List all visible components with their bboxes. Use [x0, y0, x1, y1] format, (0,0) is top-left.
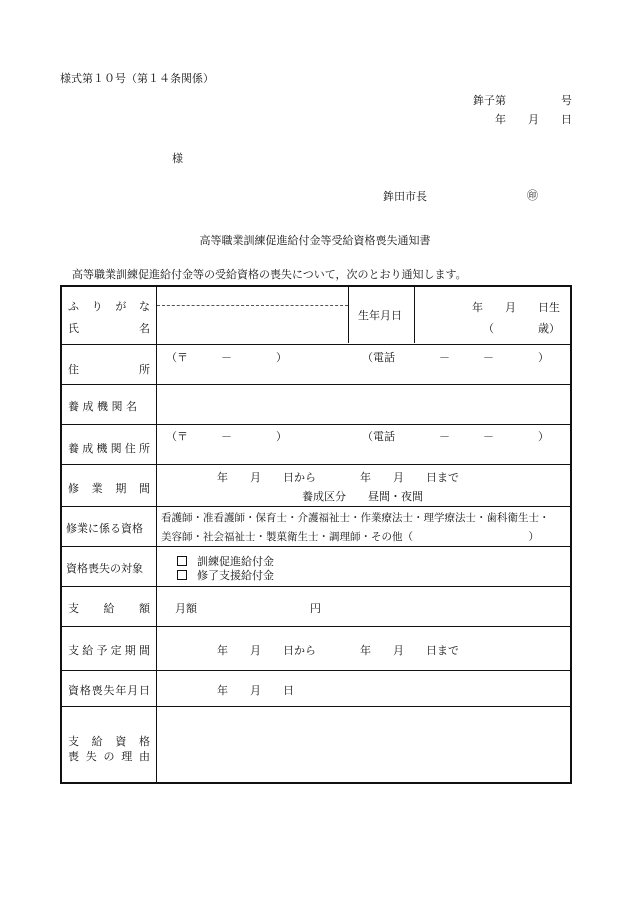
notification-form-table: [60, 285, 572, 784]
furigana-input[interactable]: [157, 287, 348, 306]
option-completion-benefit[interactable]: [177, 567, 274, 583]
qualification-options-line1[interactable]: 看護師・准看護師・保育士・介護福祉士・作業療法士・理学療法士・歯科衛生士・: [161, 512, 550, 524]
furigana-label: ふ り が な: [68, 300, 150, 313]
name-label: 氏 名: [68, 322, 150, 335]
loss-target-label: 資格喪失の対象: [66, 562, 143, 575]
loss-reason-label-line2: 喪 失 の 理 由: [68, 750, 150, 763]
loss-reason-label-line1: 支 給 資 格: [68, 735, 150, 748]
issuer-name: 鉾田市長: [383, 190, 427, 203]
checkbox-icon[interactable]: [177, 556, 187, 566]
birth-label: 生年月日: [358, 309, 402, 322]
option-training-benefit-label: 訓練促進給付金: [197, 555, 274, 568]
loss-reason-input[interactable]: [158, 707, 568, 782]
school-postal-field[interactable]: （〒 － ）: [166, 430, 287, 443]
postal-code-field[interactable]: （〒 － ）: [166, 351, 287, 364]
divider: [348, 287, 349, 343]
document-title: 高等職業訓練促進給付金等受給資格喪失通知書: [199, 234, 431, 247]
row-name: [62, 287, 570, 345]
scheduled-period-label: 支給予定期間: [68, 644, 150, 657]
school-phone-field[interactable]: （電話 － － ）: [362, 430, 549, 443]
name-input[interactable]: [157, 306, 348, 343]
row-school-name: [62, 385, 570, 425]
row-payment-amount: [62, 587, 570, 627]
row-loss-reason: [62, 707, 570, 784]
loss-date-value[interactable]: 年 月 日: [217, 684, 294, 697]
checkbox-icon[interactable]: [177, 570, 187, 580]
row-qualification: [62, 507, 570, 547]
intro-text: 高等職業訓練促進給付金等の受給資格の喪失について，次のとおり通知します。: [72, 268, 467, 281]
recipient-suffix: 様: [172, 152, 183, 165]
school-name-label: 養 成 機 関 名: [68, 400, 137, 413]
form-number: 様式第１０号（第１４条関係）: [60, 72, 214, 85]
qualification-label: 修業に係る資格: [66, 522, 143, 535]
seal-mark: ㊞: [527, 189, 538, 202]
monthly-prefix: 月額: [175, 602, 197, 615]
scheduled-period-value[interactable]: 年 月 日から 年 月 日まで: [217, 644, 459, 657]
row-school-address: [62, 425, 570, 465]
monthly-amount-input[interactable]: [202, 595, 302, 617]
document-number: 鉾子第 号: [473, 94, 572, 107]
row-scheduled-period: [62, 627, 570, 671]
payment-amount-label: 支 給 額: [68, 602, 150, 615]
divider: [414, 287, 415, 343]
qualification-options-line2[interactable]: 美容師・社会福祉士・製菓衛生士・調理師・その他（ ）: [161, 531, 539, 543]
loss-date-label: 資格喪失年月日: [68, 684, 150, 697]
phone-field[interactable]: （電話 － － ）: [362, 351, 549, 364]
issue-date: 年 月 日: [495, 113, 572, 126]
option-completion-benefit-label: 修了支援給付金: [197, 569, 274, 582]
school-address-label: 養成機関住所: [68, 442, 150, 455]
study-period-value[interactable]: 年 月 日から 年 月 日まで: [217, 471, 459, 484]
row-study-period: [62, 465, 570, 507]
row-loss-target: [62, 547, 570, 587]
yen-unit: 円: [310, 602, 321, 615]
address-label: 住 所: [68, 363, 150, 376]
row-loss-date: [62, 671, 570, 707]
school-name-input[interactable]: [158, 385, 568, 423]
birth-date-value[interactable]: 年 月 日生: [472, 301, 560, 314]
study-period-label: 修 業 期 間: [68, 482, 150, 495]
training-division-value[interactable]: 養成区分 昼間・夜間: [302, 490, 423, 503]
age-value[interactable]: （ 歳）: [483, 322, 560, 335]
row-address: [62, 345, 570, 385]
